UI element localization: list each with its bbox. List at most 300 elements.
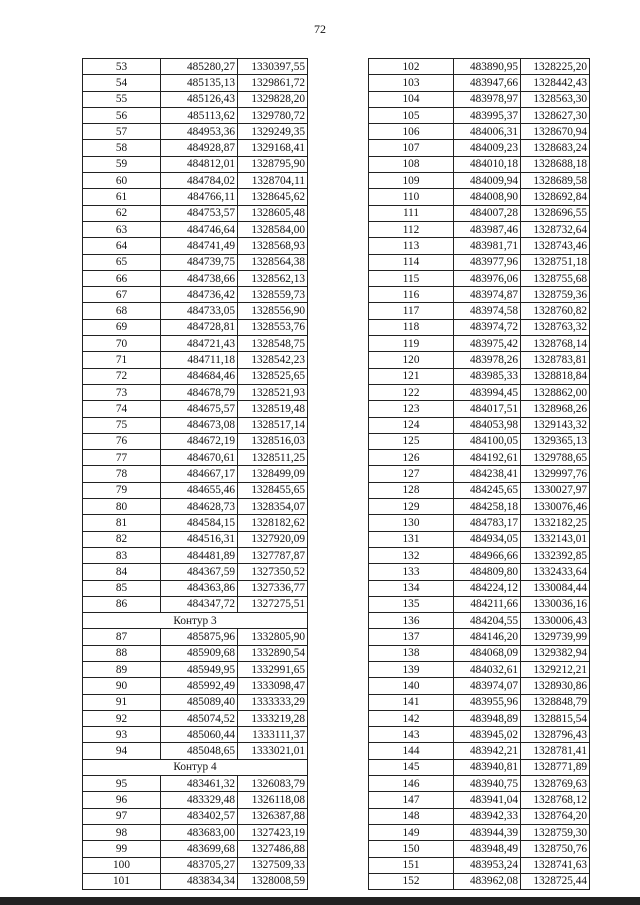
y-coordinate-cell: 1328732,64 [521,221,590,237]
table-row [83,238,308,254]
table-row [83,156,308,172]
table-row [369,91,590,107]
y-coordinate-cell: 1328968,26 [521,401,590,417]
y-coordinate-cell: 1326118,08 [238,792,308,808]
y-coordinate-cell: 1330006,43 [521,613,590,629]
y-coordinate-cell: 1328725,44 [521,873,590,889]
y-coordinate-cell: 1332392,85 [521,547,590,563]
point-number-cell: 92 [83,710,161,726]
y-coordinate-cell: 1328692,84 [521,189,590,205]
point-number-cell: 116 [369,287,454,303]
point-number-cell: 105 [369,107,454,123]
table-row [83,564,308,580]
table-row [369,319,590,335]
point-number-cell: 65 [83,254,161,270]
table-row [83,792,308,808]
x-coordinate-cell: 483978,97 [454,91,521,107]
point-number-cell: 64 [83,238,161,254]
coordinates-table-left-body [83,59,308,890]
x-coordinate-cell: 484017,51 [454,401,521,417]
point-number-cell: 138 [369,645,454,661]
point-number-cell: 74 [83,401,161,417]
point-number-cell: 86 [83,596,161,612]
x-coordinate-cell: 484684,46 [161,368,238,384]
table-row [369,205,590,221]
table-row [83,303,308,319]
point-number-cell: 79 [83,482,161,498]
x-coordinate-cell: 483953,24 [454,857,521,873]
point-number-cell: 93 [83,727,161,743]
point-number-cell: 120 [369,352,454,368]
table-row [83,417,308,433]
x-coordinate-cell: 483941,04 [454,792,521,808]
y-coordinate-cell: 1327350,52 [238,564,308,580]
table-row [83,482,308,498]
point-number-cell: 130 [369,515,454,531]
table-row [369,531,590,547]
x-coordinate-cell: 483977,96 [454,254,521,270]
point-number-cell: 58 [83,140,161,156]
table-row [83,401,308,417]
table-row [369,613,590,629]
x-coordinate-cell: 483974,07 [454,678,521,694]
point-number-cell: 117 [369,303,454,319]
table-row [83,336,308,352]
point-number-cell: 107 [369,140,454,156]
y-coordinate-cell: 1328568,93 [238,238,308,254]
y-coordinate-cell: 1328519,48 [238,401,308,417]
point-number-cell: 72 [83,368,161,384]
x-coordinate-cell: 485089,40 [161,694,238,710]
table-row [369,841,590,857]
x-coordinate-cell: 484628,73 [161,499,238,515]
x-coordinate-cell: 484809,80 [454,564,521,580]
point-number-cell: 110 [369,189,454,205]
point-number-cell: 57 [83,124,161,140]
y-coordinate-cell: 1327336,77 [238,580,308,596]
point-number-cell: 70 [83,336,161,352]
y-coordinate-cell: 1328548,75 [238,336,308,352]
x-coordinate-cell: 484721,43 [161,336,238,352]
x-coordinate-cell: 485060,44 [161,727,238,743]
y-coordinate-cell: 1328521,93 [238,384,308,400]
point-number-cell: 66 [83,270,161,286]
y-coordinate-cell: 1328768,12 [521,792,590,808]
x-coordinate-cell: 483402,57 [161,808,238,824]
x-coordinate-cell: 484934,05 [454,531,521,547]
y-coordinate-cell: 1328562,13 [238,270,308,286]
y-coordinate-cell: 1328755,68 [521,270,590,286]
y-coordinate-cell: 1330397,55 [238,59,308,75]
point-number-cell: 55 [83,91,161,107]
table-row [83,596,308,612]
x-coordinate-cell: 483974,58 [454,303,521,319]
point-number-cell: 128 [369,482,454,498]
table-row [369,352,590,368]
table-row [83,466,308,482]
table-row [83,499,308,515]
x-coordinate-cell: 484736,42 [161,287,238,303]
table-row [83,124,308,140]
point-number-cell: 63 [83,221,161,237]
x-coordinate-cell: 484655,46 [161,482,238,498]
x-coordinate-cell: 483978,26 [454,352,521,368]
y-coordinate-cell: 1328553,76 [238,319,308,335]
table-row [369,596,590,612]
x-coordinate-cell: 484584,15 [161,515,238,531]
x-coordinate-cell: 484516,31 [161,531,238,547]
x-coordinate-cell: 485113,62 [161,107,238,123]
table-row [369,776,590,792]
table-row [83,873,308,889]
table-row [83,629,308,645]
point-number-cell: 134 [369,580,454,596]
y-coordinate-cell: 1326083,79 [238,776,308,792]
y-coordinate-cell: 1328759,36 [521,287,590,303]
y-coordinate-cell: 1329382,94 [521,645,590,661]
point-number-cell: 129 [369,499,454,515]
x-coordinate-cell: 483981,71 [454,238,521,254]
point-number-cell: 54 [83,75,161,91]
point-number-cell: 143 [369,727,454,743]
table-row [369,124,590,140]
x-coordinate-cell: 483974,87 [454,287,521,303]
y-coordinate-cell: 1328815,54 [521,710,590,726]
x-coordinate-cell: 485909,68 [161,645,238,661]
point-number-cell: 136 [369,613,454,629]
table-row [369,482,590,498]
table-row [369,792,590,808]
x-coordinate-cell: 485048,65 [161,743,238,759]
table-row [369,466,590,482]
table-row [83,254,308,270]
table-row [369,661,590,677]
table-row [369,499,590,515]
table-row [83,645,308,661]
table-row [369,678,590,694]
page-number: 72 [314,22,326,36]
y-coordinate-cell: 1327486,88 [238,841,308,857]
point-number-cell: 83 [83,547,161,563]
x-coordinate-cell: 484711,18 [161,352,238,368]
y-coordinate-cell: 1332991,65 [238,661,308,677]
x-coordinate-cell: 484733,05 [161,303,238,319]
table-row [83,91,308,107]
point-number-cell: 137 [369,629,454,645]
y-coordinate-cell: 1328511,25 [238,450,308,466]
point-number-cell: 119 [369,336,454,352]
y-coordinate-cell: 1329365,13 [521,433,590,449]
x-coordinate-cell: 485992,49 [161,678,238,694]
point-number-cell: 106 [369,124,454,140]
y-coordinate-cell: 1328559,73 [238,287,308,303]
y-coordinate-cell: 1328759,30 [521,824,590,840]
x-coordinate-cell: 483975,42 [454,336,521,352]
table-row [369,759,590,775]
y-coordinate-cell: 1328848,79 [521,694,590,710]
x-coordinate-cell: 483976,06 [454,270,521,286]
x-coordinate-cell: 484006,31 [454,124,521,140]
y-coordinate-cell: 1328556,90 [238,303,308,319]
x-coordinate-cell: 483890,95 [454,59,521,75]
point-number-cell: 131 [369,531,454,547]
table-row [369,303,590,319]
point-number-cell: 75 [83,417,161,433]
y-coordinate-cell: 1329739,99 [521,629,590,645]
x-coordinate-cell: 484753,57 [161,205,238,221]
x-coordinate-cell: 483948,49 [454,841,521,857]
point-number-cell: 60 [83,173,161,189]
point-number-cell: 81 [83,515,161,531]
table-row [83,107,308,123]
y-coordinate-cell: 1327509,33 [238,857,308,873]
point-number-cell: 125 [369,433,454,449]
point-number-cell: 99 [83,841,161,857]
x-coordinate-cell: 483683,00 [161,824,238,840]
table-row [369,221,590,237]
point-number-cell: 98 [83,824,161,840]
point-number-cell: 69 [83,319,161,335]
point-number-cell: 123 [369,401,454,417]
point-number-cell: 87 [83,629,161,645]
point-number-cell: 150 [369,841,454,857]
table-row [369,824,590,840]
y-coordinate-cell: 1328605,48 [238,205,308,221]
y-coordinate-cell: 1327423,19 [238,824,308,840]
table-row [83,140,308,156]
x-coordinate-cell: 484258,18 [454,499,521,515]
point-number-cell: 121 [369,368,454,384]
y-coordinate-cell: 1327787,87 [238,547,308,563]
point-number-cell: 122 [369,384,454,400]
point-number-cell: 126 [369,450,454,466]
point-number-cell: 84 [83,564,161,580]
x-coordinate-cell: 483948,89 [454,710,521,726]
x-coordinate-cell: 483962,08 [454,873,521,889]
point-number-cell: 135 [369,596,454,612]
table-row [369,384,590,400]
table-row [369,547,590,563]
contour-heading-row [83,759,308,775]
point-number-cell: 53 [83,59,161,75]
x-coordinate-cell: 484766,11 [161,189,238,205]
y-coordinate-cell: 1328225,20 [521,59,590,75]
table-row [83,776,308,792]
y-coordinate-cell: 1328783,81 [521,352,590,368]
table-row [83,710,308,726]
y-coordinate-cell: 1332890,54 [238,645,308,661]
table-row [369,710,590,726]
table-row [83,221,308,237]
point-number-cell: 89 [83,661,161,677]
point-number-cell: 124 [369,417,454,433]
y-coordinate-cell: 1328525,65 [238,368,308,384]
table-row [369,336,590,352]
table-row [83,189,308,205]
y-coordinate-cell: 1328764,20 [521,808,590,824]
x-coordinate-cell: 483705,27 [161,857,238,873]
point-number-cell: 101 [83,873,161,889]
x-coordinate-cell: 484211,66 [454,596,521,612]
y-coordinate-cell: 1328499,09 [238,466,308,482]
point-number-cell: 71 [83,352,161,368]
x-coordinate-cell: 485949,95 [161,661,238,677]
x-coordinate-cell: 484667,17 [161,466,238,482]
table-row [369,173,590,189]
table-row [83,727,308,743]
y-coordinate-cell: 1327920,09 [238,531,308,547]
table-row [83,450,308,466]
table-row [369,368,590,384]
y-coordinate-cell: 1332143,01 [521,531,590,547]
y-coordinate-cell: 1328564,38 [238,254,308,270]
x-coordinate-cell: 484738,66 [161,270,238,286]
x-coordinate-cell: 483985,33 [454,368,521,384]
y-coordinate-cell: 1329212,21 [521,661,590,677]
table-row [83,547,308,563]
y-coordinate-cell: 1328516,03 [238,433,308,449]
table-row [369,417,590,433]
contour-heading-row [83,613,308,629]
point-number-cell: 104 [369,91,454,107]
table-row [369,743,590,759]
y-coordinate-cell: 1333098,47 [238,678,308,694]
y-coordinate-cell: 1329828,20 [238,91,308,107]
x-coordinate-cell: 484009,94 [454,173,521,189]
point-number-cell: 142 [369,710,454,726]
y-coordinate-cell: 1330036,16 [521,596,590,612]
point-number-cell: 68 [83,303,161,319]
x-coordinate-cell: 484245,65 [454,482,521,498]
point-number-cell: 73 [83,384,161,400]
x-coordinate-cell: 483834,34 [161,873,238,889]
y-coordinate-cell: 1328862,00 [521,384,590,400]
table-row [369,189,590,205]
y-coordinate-cell: 1328769,63 [521,776,590,792]
table-row [369,694,590,710]
x-coordinate-cell: 483329,48 [161,792,238,808]
table-row [369,59,590,75]
y-coordinate-cell: 1332805,90 [238,629,308,645]
coordinates-table-right [368,58,590,890]
y-coordinate-cell: 1332182,25 [521,515,590,531]
scan-bottom-edge [0,897,640,905]
y-coordinate-cell: 1332433,64 [521,564,590,580]
y-coordinate-cell: 1329861,72 [238,75,308,91]
y-coordinate-cell: 1328455,65 [238,482,308,498]
y-coordinate-cell: 1328741,63 [521,857,590,873]
x-coordinate-cell: 485074,52 [161,710,238,726]
point-number-cell: 62 [83,205,161,221]
table-row [369,401,590,417]
x-coordinate-cell: 484783,17 [454,515,521,531]
table-row [83,75,308,91]
table-row [369,808,590,824]
x-coordinate-cell: 484053,98 [454,417,521,433]
table-row [369,75,590,91]
x-coordinate-cell: 483994,45 [454,384,521,400]
table-row [369,857,590,873]
table-row [83,694,308,710]
point-number-cell: 100 [83,857,161,873]
point-number-cell: 88 [83,645,161,661]
point-number-cell: 91 [83,694,161,710]
x-coordinate-cell: 484347,72 [161,596,238,612]
x-coordinate-cell: 484367,59 [161,564,238,580]
y-coordinate-cell: 1333111,37 [238,727,308,743]
x-coordinate-cell: 484481,89 [161,547,238,563]
x-coordinate-cell: 484812,01 [161,156,238,172]
table-row [83,368,308,384]
x-coordinate-cell: 483940,81 [454,759,521,775]
contour-heading: Контур 4 [83,759,308,775]
x-coordinate-cell: 484928,87 [161,140,238,156]
table-row [369,254,590,270]
point-number-cell: 67 [83,287,161,303]
x-coordinate-cell: 483987,46 [454,221,521,237]
point-number-cell: 94 [83,743,161,759]
x-coordinate-cell: 484204,55 [454,613,521,629]
table-row [83,433,308,449]
x-coordinate-cell: 483942,21 [454,743,521,759]
x-coordinate-cell: 484224,12 [454,580,521,596]
x-coordinate-cell: 483699,68 [161,841,238,857]
y-coordinate-cell: 1329143,32 [521,417,590,433]
x-coordinate-cell: 484192,61 [454,450,521,466]
point-number-cell: 112 [369,221,454,237]
point-number-cell: 113 [369,238,454,254]
y-coordinate-cell: 1327275,51 [238,596,308,612]
x-coordinate-cell: 484673,08 [161,417,238,433]
table-row [83,287,308,303]
x-coordinate-cell: 484672,19 [161,433,238,449]
x-coordinate-cell: 484007,28 [454,205,521,221]
point-number-cell: 146 [369,776,454,792]
y-coordinate-cell: 1329249,35 [238,124,308,140]
x-coordinate-cell: 484728,81 [161,319,238,335]
y-coordinate-cell: 1326387,88 [238,808,308,824]
table-row [369,270,590,286]
y-coordinate-cell: 1330076,46 [521,499,590,515]
y-coordinate-cell: 1328795,90 [238,156,308,172]
table-row [83,319,308,335]
x-coordinate-cell: 483974,72 [454,319,521,335]
x-coordinate-cell: 484953,36 [161,124,238,140]
x-coordinate-cell: 483947,66 [454,75,521,91]
y-coordinate-cell: 1328781,41 [521,743,590,759]
y-coordinate-cell: 1328796,43 [521,727,590,743]
table-row [83,824,308,840]
x-coordinate-cell: 484238,41 [454,466,521,482]
table-row [83,841,308,857]
x-coordinate-cell: 483955,96 [454,694,521,710]
point-number-cell: 141 [369,694,454,710]
x-coordinate-cell: 485126,43 [161,91,238,107]
y-coordinate-cell: 1329788,65 [521,450,590,466]
x-coordinate-cell: 484068,09 [454,645,521,661]
point-number-cell: 95 [83,776,161,792]
point-number-cell: 114 [369,254,454,270]
table-row [369,727,590,743]
table-row [369,629,590,645]
y-coordinate-cell: 1328704,11 [238,173,308,189]
point-number-cell: 97 [83,808,161,824]
table-row [369,580,590,596]
y-coordinate-cell: 1328763,32 [521,319,590,335]
x-coordinate-cell: 483995,37 [454,107,521,123]
y-coordinate-cell: 1330027,97 [521,482,590,498]
table-row [83,384,308,400]
